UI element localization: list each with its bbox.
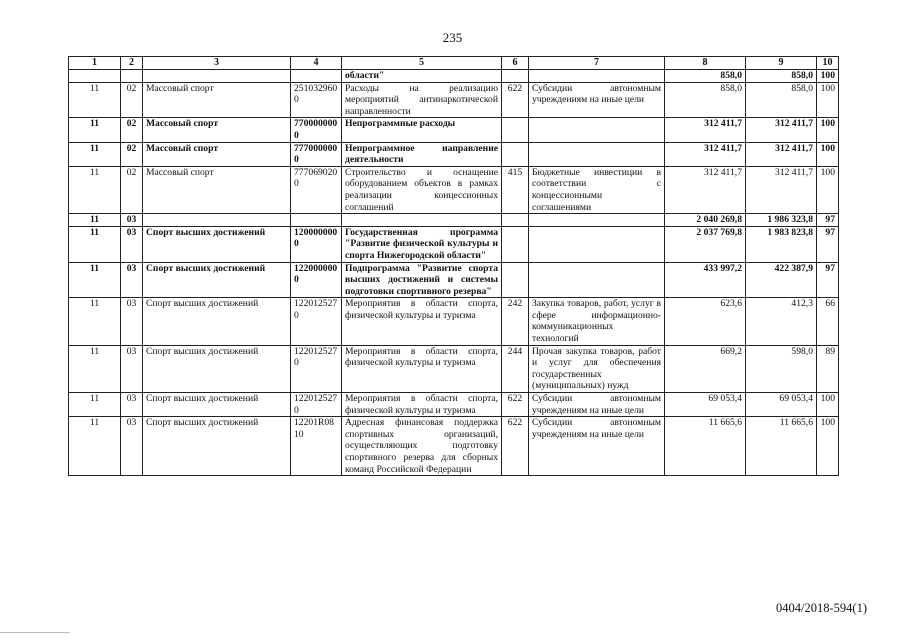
margin-line	[0, 632, 70, 633]
target-article-name-cell: Непрограммные расходы	[342, 118, 502, 142]
expense-type-name-cell	[529, 226, 665, 262]
planned-amount-cell: 669,2	[665, 345, 746, 392]
section-cell: 11	[69, 118, 121, 142]
subsection-cell: 03	[121, 393, 143, 417]
target-article-cell: 1220125270	[291, 298, 342, 345]
table-row	[69, 393, 839, 417]
expense-type-cell	[502, 226, 529, 262]
subsection-name-cell: Массовый спорт	[143, 166, 291, 213]
expense-type-name-cell: Закупка товаров, работ, услуг в сфере информационно-коммуникационных технологий	[529, 298, 665, 345]
subsection-cell	[121, 70, 143, 83]
expense-type-name-cell	[529, 262, 665, 298]
section-cell: 11	[69, 393, 121, 417]
section-cell: 11	[69, 298, 121, 345]
header-cell: 4	[291, 57, 342, 70]
target-article-cell	[291, 70, 342, 83]
percent-cell: 97	[817, 214, 839, 227]
table-row	[69, 345, 839, 392]
subsection-cell: 03	[121, 226, 143, 262]
percent-cell: 89	[817, 345, 839, 392]
target-article-name-cell: Подпрограмма "Развитие спорта высших достижений и системы подготовки спортивного резерва"	[342, 262, 502, 298]
target-article-cell: 1220125270	[291, 393, 342, 417]
planned-amount-cell: 2 037 769,8	[665, 226, 746, 262]
percent-cell: 66	[817, 298, 839, 345]
executed-amount-cell: 858,0	[746, 70, 817, 83]
executed-amount-cell: 1 983 823,8	[746, 226, 817, 262]
table-body	[69, 70, 839, 476]
table-row	[69, 262, 839, 298]
header-cell: 8	[665, 57, 746, 70]
table-row	[69, 298, 839, 345]
percent-cell: 100	[817, 142, 839, 166]
planned-amount-cell: 69 053,4	[665, 393, 746, 417]
section-cell: 11	[69, 142, 121, 166]
target-article-cell: 1220000000	[291, 262, 342, 298]
expense-type-cell: 244	[502, 345, 529, 392]
percent-cell: 100	[817, 166, 839, 213]
subsection-name-cell	[143, 214, 291, 227]
planned-amount-cell: 2 040 269,8	[665, 214, 746, 227]
percent-cell: 100	[817, 118, 839, 142]
target-article-cell	[291, 214, 342, 227]
planned-amount-cell: 11 665,6	[665, 417, 746, 476]
target-article-cell: 7770690200	[291, 166, 342, 213]
budget-table	[68, 56, 839, 476]
executed-amount-cell: 598,0	[746, 345, 817, 392]
header-cell: 10	[817, 57, 839, 70]
document-code: 0404/2018-594(1)	[776, 601, 867, 615]
subsection-name-cell: Спорт высших достижений	[143, 345, 291, 392]
subsection-cell: 02	[121, 166, 143, 213]
planned-amount-cell: 858,0	[665, 70, 746, 83]
header-row	[69, 57, 839, 70]
subsection-name-cell: Спорт высших достижений	[143, 417, 291, 476]
target-article-cell: 1220125270	[291, 345, 342, 392]
section-cell: 11	[69, 226, 121, 262]
section-cell: 11	[69, 262, 121, 298]
planned-amount-cell: 433 997,2	[665, 262, 746, 298]
target-article-name-cell: Мероприятия в области спорта, физической культуры и туризма	[342, 345, 502, 392]
target-article-name-cell: Непрограммное направление деятельности	[342, 142, 502, 166]
executed-amount-cell: 11 665,6	[746, 417, 817, 476]
planned-amount-cell: 312 411,7	[665, 118, 746, 142]
table-row	[69, 142, 839, 166]
subsection-cell: 03	[121, 298, 143, 345]
expense-type-name-cell	[529, 142, 665, 166]
section-cell: 11	[69, 214, 121, 227]
subsection-cell: 03	[121, 417, 143, 476]
header-cell: 3	[143, 57, 291, 70]
expense-type-cell	[502, 70, 529, 83]
expense-type-name-cell	[529, 118, 665, 142]
header-cell: 5	[342, 57, 502, 70]
subsection-name-cell: Спорт высших достижений	[143, 226, 291, 262]
subsection-name-cell: Спорт высших достижений	[143, 393, 291, 417]
percent-cell: 100	[817, 393, 839, 417]
expense-type-name-cell: Субсидии автономным учреждениям на иные цели	[529, 417, 665, 476]
subsection-name-cell: Массовый спорт	[143, 118, 291, 142]
planned-amount-cell: 312 411,7	[665, 142, 746, 166]
expense-type-cell: 242	[502, 298, 529, 345]
subsection-name-cell: Спорт высших достижений	[143, 262, 291, 298]
executed-amount-cell: 312 411,7	[746, 166, 817, 213]
section-cell: 11	[69, 345, 121, 392]
target-article-name-cell: области"	[342, 70, 502, 83]
subsection-name-cell: Массовый спорт	[143, 82, 291, 118]
target-article-name-cell	[342, 214, 502, 227]
executed-amount-cell: 422 387,9	[746, 262, 817, 298]
subsection-cell: 03	[121, 262, 143, 298]
executed-amount-cell: 312 411,7	[746, 142, 817, 166]
expense-type-cell: 622	[502, 82, 529, 118]
section-cell: 11	[69, 166, 121, 213]
target-article-name-cell: Государственная программа "Развитие физической культуры и спорта Нижегородской области"	[342, 226, 502, 262]
expense-type-cell	[502, 142, 529, 166]
target-article-name-cell: Строительство и оснащение оборудованием объектов в рамках реализации концессионных соглашений	[342, 166, 502, 213]
expense-type-cell	[502, 262, 529, 298]
table-row	[69, 118, 839, 142]
executed-amount-cell: 858,0	[746, 82, 817, 118]
subsection-cell: 03	[121, 345, 143, 392]
expense-type-name-cell: Субсидии автономным учреждениям на иные цели	[529, 393, 665, 417]
target-article-cell: 7700000000	[291, 118, 342, 142]
header-cell: 6	[502, 57, 529, 70]
expense-type-name-cell: Прочая закупка товаров, работ и услуг для обеспечения государственных (муниципальных) нужд	[529, 345, 665, 392]
header-cell: 2	[121, 57, 143, 70]
executed-amount-cell: 412,3	[746, 298, 817, 345]
executed-amount-cell: 1 986 323,8	[746, 214, 817, 227]
table-row	[69, 70, 839, 83]
table-row	[69, 166, 839, 213]
expense-type-name-cell: Бюджетные инвестиции в соответствии с концессионными соглашениями	[529, 166, 665, 213]
subsection-cell: 03	[121, 214, 143, 227]
subsection-cell: 02	[121, 142, 143, 166]
target-article-name-cell: Адресная финансовая поддержка спортивных организаций, осуществляющих подготовку спортивного резерва для сборных команд Российской Федерации	[342, 417, 502, 476]
section-cell: 11	[69, 82, 121, 118]
table-row	[69, 214, 839, 227]
expense-type-cell: 622	[502, 393, 529, 417]
target-article-cell: 1200000000	[291, 226, 342, 262]
target-article-name-cell: Мероприятия в области спорта, физической культуры и туризма	[342, 298, 502, 345]
expense-type-name-cell	[529, 214, 665, 227]
subsection-name-cell: Спорт высших достижений	[143, 298, 291, 345]
table-row	[69, 226, 839, 262]
expense-type-cell	[502, 214, 529, 227]
target-article-cell: 2510329600	[291, 82, 342, 118]
percent-cell: 97	[817, 262, 839, 298]
planned-amount-cell: 858,0	[665, 82, 746, 118]
executed-amount-cell: 312 411,7	[746, 118, 817, 142]
percent-cell: 100	[817, 417, 839, 476]
header-cell: 7	[529, 57, 665, 70]
expense-type-cell	[502, 118, 529, 142]
percent-cell: 100	[817, 70, 839, 83]
executed-amount-cell: 69 053,4	[746, 393, 817, 417]
subsection-name-cell	[143, 70, 291, 83]
page-number: 235	[442, 30, 463, 45]
subsection-cell: 02	[121, 82, 143, 118]
target-article-cell: 7770000000	[291, 142, 342, 166]
percent-cell: 100	[817, 82, 839, 118]
table-row	[69, 82, 839, 118]
planned-amount-cell: 312 411,7	[665, 166, 746, 213]
expense-type-name-cell	[529, 70, 665, 83]
target-article-name-cell: Мероприятия в области спорта, физической культуры и туризма	[342, 393, 502, 417]
subsection-cell: 02	[121, 118, 143, 142]
expense-type-name-cell: Субсидии автономным учреждениям на иные цели	[529, 82, 665, 118]
target-article-cell: 12201R0810	[291, 417, 342, 476]
expense-type-cell: 622	[502, 417, 529, 476]
header-cell: 1	[69, 57, 121, 70]
section-cell	[69, 70, 121, 83]
table-row	[69, 417, 839, 476]
target-article-name-cell: Расходы на реализацию мероприятий антинаркотической направленности	[342, 82, 502, 118]
section-cell: 11	[69, 417, 121, 476]
subsection-name-cell: Массовый спорт	[143, 142, 291, 166]
expense-type-cell: 415	[502, 166, 529, 213]
header-cell: 9	[746, 57, 817, 70]
planned-amount-cell: 623,6	[665, 298, 746, 345]
percent-cell: 97	[817, 226, 839, 262]
